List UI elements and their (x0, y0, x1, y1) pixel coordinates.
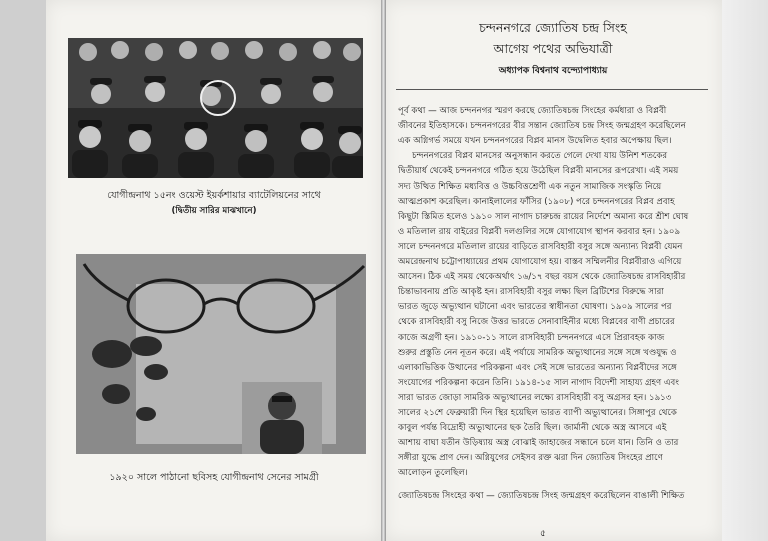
article-subtitle: আগেয় পথের অভিযাত্রী (493, 41, 613, 56)
article-line: কিছুটা স্তিমিত হলেও ১৯১০ সাল নাগাদ চারুচন্দ্র রায়ের নির্দেশে অমান্য করে শ্রীশ ঘোষ (398, 211, 689, 222)
section-heading-line: জ্যোতিষচন্দ্র সিংহের কথা — জ্যোতিষচন্দ্র সিংহ জন্মগ্রহণ করেছিলেন বাঙালী শিক্ষিত (398, 491, 685, 501)
article-line: এক অগ্নিগর্ভ সময়ে যখন চন্দননগরের বিপ্লব মানস উদ্বেলিত হবার অপেক্ষায় ছিল। (398, 136, 672, 147)
article-line: থেকে রাসবিহারী বসু নিজে উত্তর ভারতে সেনাবাহিনীর মধ্যে বিপ্লবের বাণী প্রচারের (398, 317, 675, 328)
article-line: ও মতিলাল রায় বাইরের বিপ্লবী দলগুলির সঙ্গে যোগাযোগ স্থাপন করবার হন। ১৯০৯ (398, 226, 681, 237)
article-line: সালে চন্দননগরে মতিলাল রায়ের বাড়িতে রাসবিহারী বসুর সঙ্গে অন্যান্য বিপ্লবী যেমন (398, 241, 683, 252)
article-line: আত্মপ্রকাশ করেছিল। কানাইলালের ফাঁসির (১৯০৮) পরে চন্দননগরের বিপ্লব প্রবাহ (398, 196, 675, 207)
artifacts-photo-art (76, 254, 366, 454)
page-edge (722, 0, 768, 541)
artifacts-photo (76, 254, 366, 454)
article-line: সঙ্গীরা যুদ্ধে প্রাণ দেন। অগ্নিযুগের সেইসব রক্ত ঝরা দিন জ্যোতিষ সিংহের প্রাণে (398, 453, 663, 464)
article-line: সালের ২১শে ফেব্রুয়ারী দিন স্থির হয়েছিল ভারত ব্যাপী অভ্যুত্থানের। সিঙ্গাপুর থেকে (398, 408, 677, 418)
photo1-subcaption: (দ্বিতীয় সারির মাঝখানে) (171, 206, 257, 216)
article-line: ভারত জুড়ে অভ্যুত্থান ঘটানো এবং ভারতের স্বাধীনতা ঘোষণা। ১৯০৯ সালের পর (398, 302, 672, 313)
article-line: সদ্য উত্থিত শিক্ষিত মধ্যবিত্ত ও উচ্চবিত্তশ্রেণী এক নতুন সামাজিক সংস্কৃতি নিয়ে (398, 181, 662, 192)
article-line: চিন্তাভাবনায় প্রতি আকৃষ্ট হন। রাসবিহারী বসুর লক্ষ্য ছিল ব্রিটিশের বিরুদ্ধে সারা (398, 287, 664, 298)
page-number: ৫ (540, 529, 546, 539)
article-line: কাজে অগ্রণী হন। ১৯১০-১১ সালে রাসবিহারী চন্দননগরে এসে প্রিরাবহক কাজ (398, 332, 665, 343)
article-line: আশায় বাঘা যতীন উড়িষ্যায় অস্ত্র বোঝাই জাহাজের সন্ধানে চলে যান। তিনি ও তার (398, 438, 679, 449)
article-line: সারা ভারত জোড়া সামরিক অভ্যুত্থানের লক্ষ্যে রাসবিহারী বসু অগ্রসর হন। ১৯১৩ (398, 392, 672, 403)
article-line: আসেন। ঠিক এই সময় থেকেঅর্থাৎ ১৬/১৭ বছর বয়স থেকে জ্যোতিষচন্দ্র রাসবিহারীর (398, 272, 686, 283)
book-spine (381, 0, 386, 541)
article-line: সংযোগের পরিকল্পনা করেন তিনি। ১৯১৪-১৫ সাল নাগাদ বিদেশী সাহায্য গ্রহণ এবং (398, 377, 680, 388)
article-line: জীবনের ইতিহাসকে। চন্দননগরের বীর সন্তান জ্যোতিষ চন্দ্র সিংহ জন্মগ্রহণ করেছিলেন (398, 121, 686, 132)
article-line: চন্দননগরের বিপ্লব মানসের অনুসন্ধান করতে গেলে দেখা যায় উনিশ শতকের (412, 151, 668, 162)
soldiers-photo-art (68, 38, 363, 178)
article-line: অমরেন্দ্রনাথ চট্টোপাধ্যায়ের প্রথম যোগাযোগ হয়। বাস্তব সম্মিলনীর বিপ্লবীরাও এগিয়ে (398, 257, 682, 267)
photo1-caption: যোগীন্দ্রনাথ ১৫নং ওয়েস্ট ইয়র্কশায়ার ব্যাটেলিয়নের সাথে (107, 190, 321, 201)
article-line: আলোড়ন তুলেছিল। (398, 468, 468, 479)
article-line: পূর্ব কথা — আজ চন্দননগর স্মরণ করছে জ্যোতিষচন্দ্র সিংহের কর্মধারা ও বিপ্লবী (398, 106, 667, 116)
title-divider (396, 89, 708, 90)
article-line: এলাকাভিত্তিক উত্থানের পরিকল্পনা এবং সেই সঙ্গে ভারতের অন্যান্য বিপ্লবীদের সঙ্গে (398, 362, 677, 373)
soldiers-group-photo (68, 38, 363, 178)
article-author: অধ্যাপক বিশ্বনাথ বন্দ্যোপাধ্যায় (498, 66, 608, 76)
article-line: দ্বিতীয়ার্ধ থেকেই চন্দননগরে গঠিত হয়ে উঠেছিল বিপ্লবী মানসের রূপরেখা। এই সময় (398, 166, 679, 177)
article-title: চন্দননগরে জ্যোতিষ চন্দ্র সিংহ (479, 20, 627, 35)
article-line: কাবুল পর্যন্ত বিদ্রোহী অভ্যুত্থানের ছক তৈরি ছিল। জার্মানী থেকে অস্ত্র আসবে এই (398, 423, 667, 434)
article-line: শুরুর প্রস্তুতি নেন নূতন করে। এই পর্যায়ে সামরিক অভ্যুত্থানের সঙ্গে সঙ্গে খণ্ডযুদ্ধ ও (398, 347, 677, 358)
photo2-caption: ১৯২০ সালে পাঠানো ছবিসহ যোগীন্দ্রনাথ সেনের সামগ্রী (109, 472, 319, 483)
